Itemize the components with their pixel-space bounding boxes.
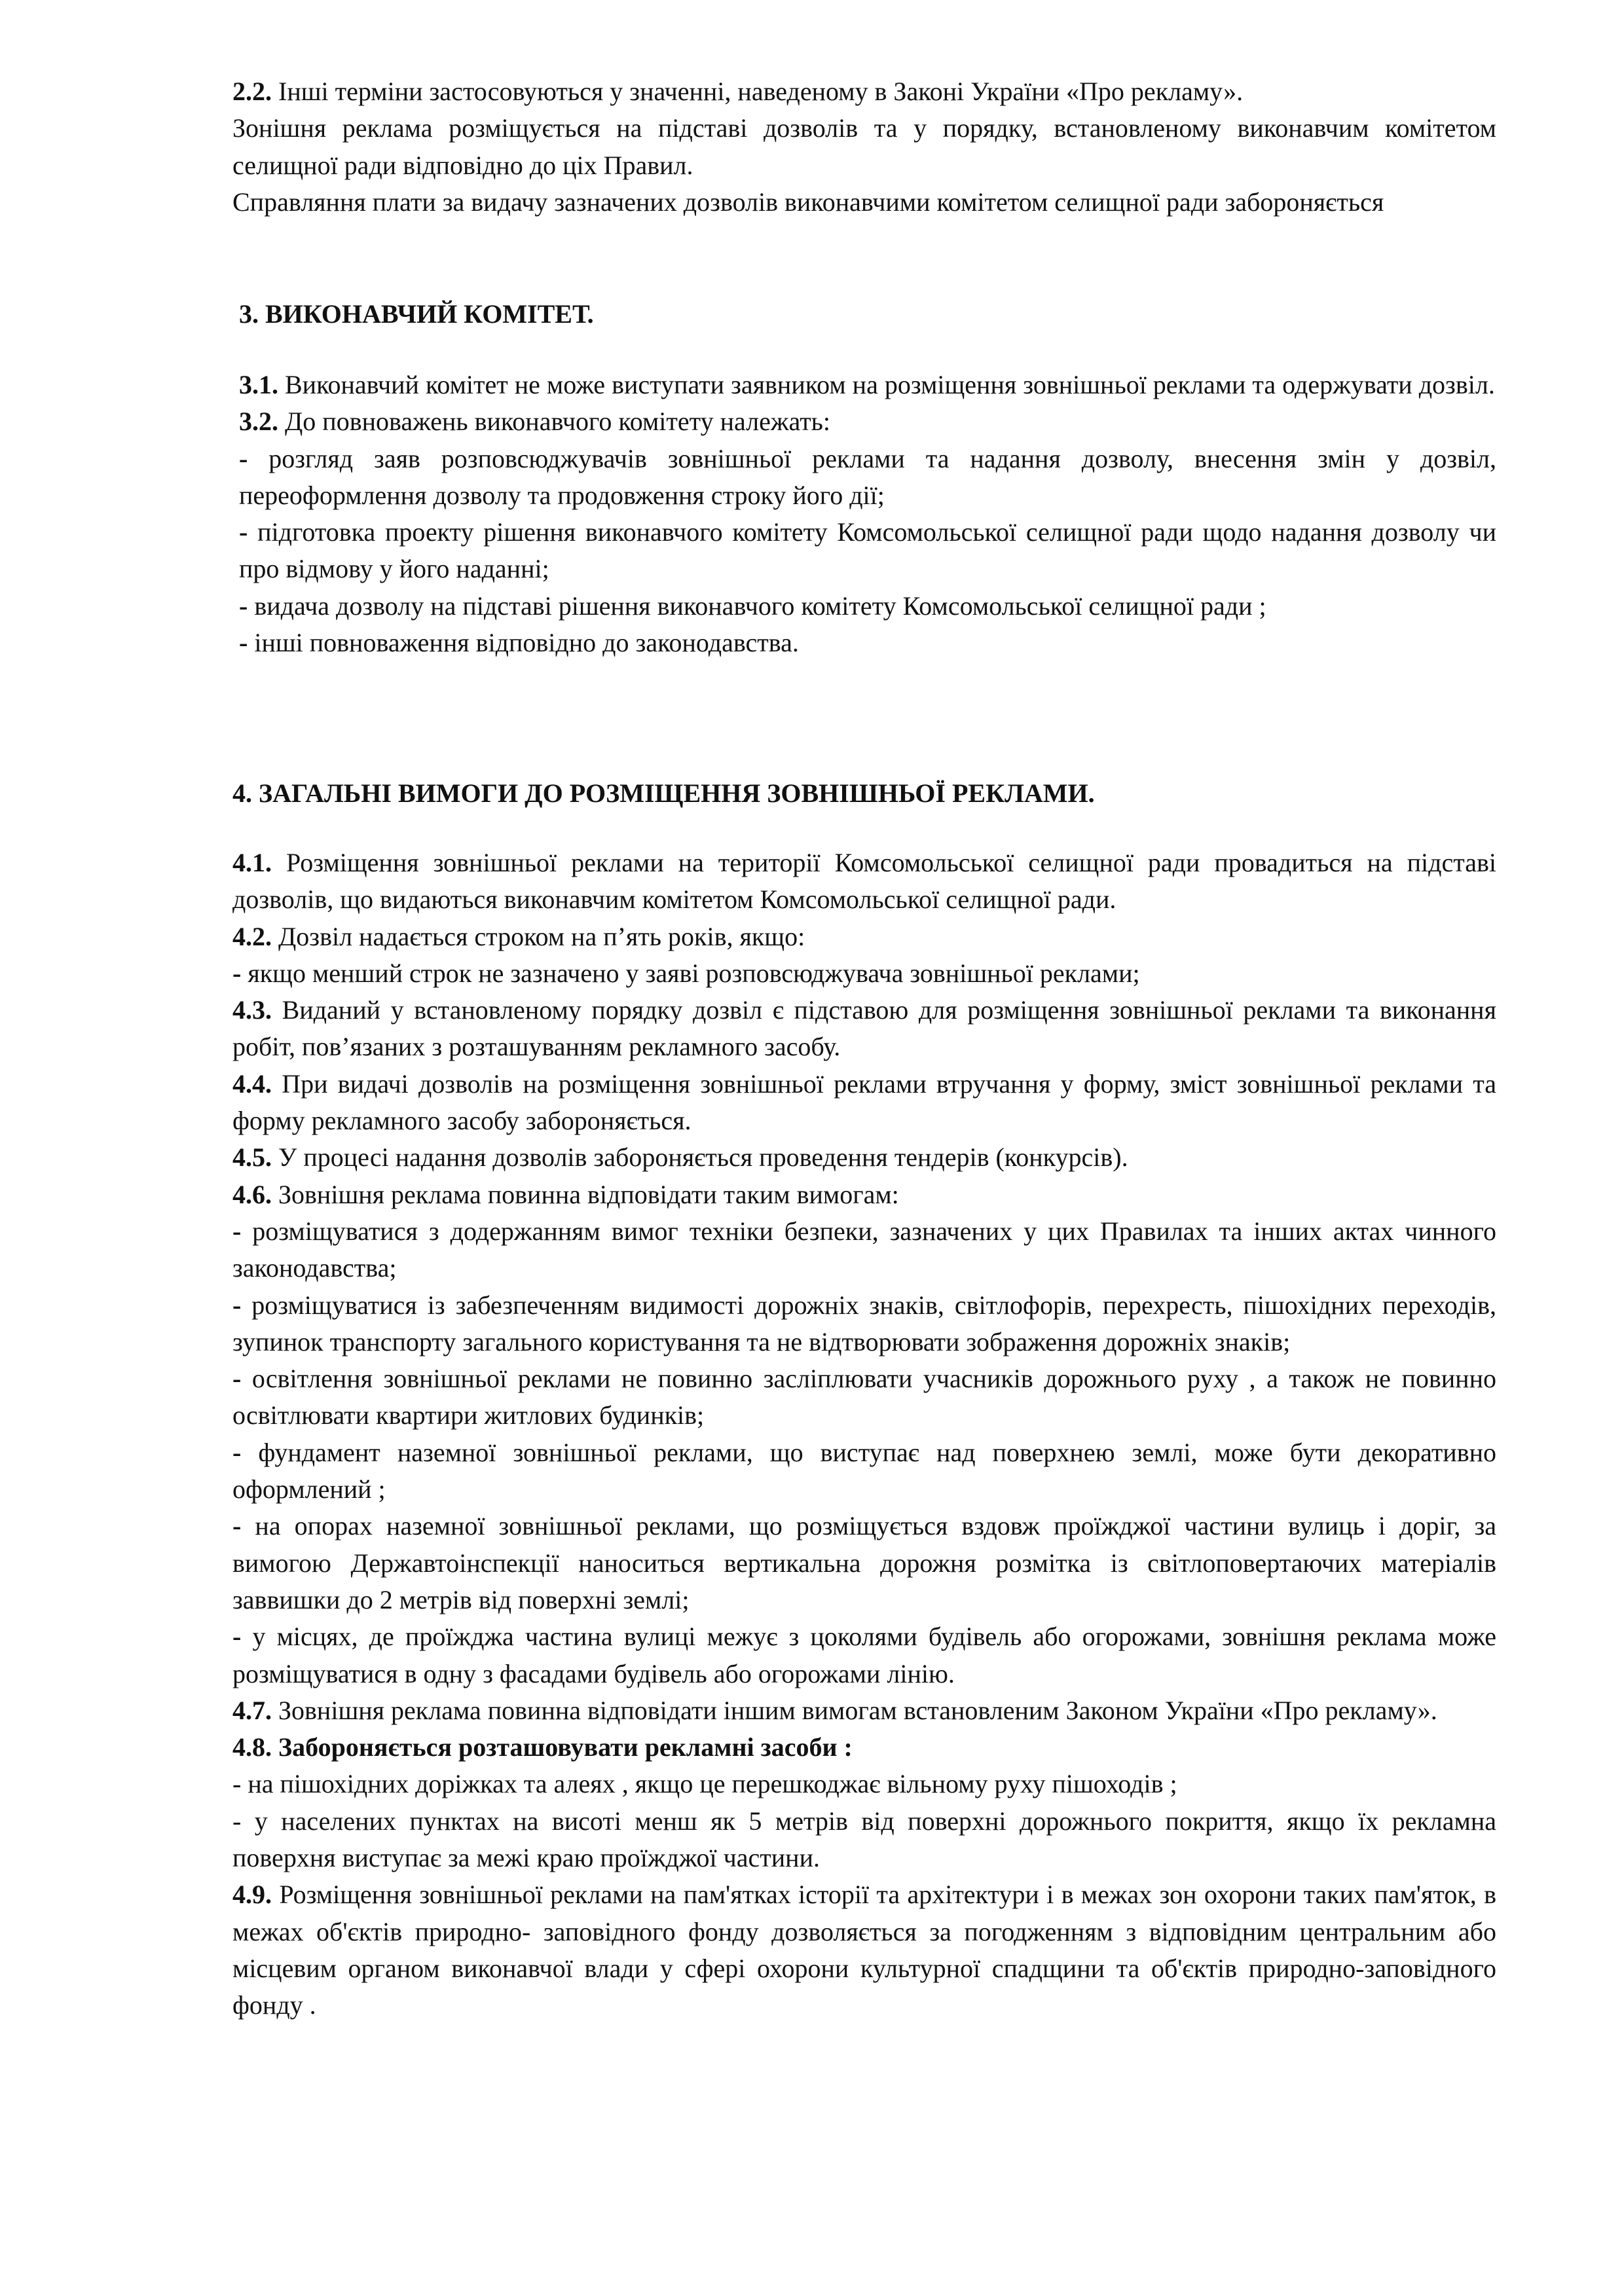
- dash-marker: -: [232, 1290, 242, 1320]
- paragraph-4-2: [232, 919, 1496, 955]
- clause-text: У процесі надання дозволів забороняється проведення тендерів (конкурсів).: [272, 1142, 1128, 1173]
- dash-marker: -: [239, 517, 248, 547]
- paragraph-4-6: [232, 1176, 1496, 1213]
- section-3: [239, 367, 1496, 661]
- paragraph-4-3: [232, 992, 1496, 1066]
- list-item: [232, 1213, 1496, 1287]
- list-item-text: фундамент наземної зовнішньої реклами, що виступає над поверхнею землі, може бути декоративно оформлений ;: [232, 1437, 1496, 1504]
- list-item: - на пішохідних доріжках та алеях , якщо це перешкоджає вільному руху пішоходів ;: [232, 1769, 1177, 1799]
- list-item-text: розміщуватися з додержанням вимог техніки безпеки, зазначених у цих Правилах та інших актах чинного законодавства;: [232, 1216, 1496, 1283]
- paragraph-3-1: [239, 367, 1496, 403]
- list-item-text: видача дозволу на підставі рішення виконавчого комітету Комсомольської селищної ради ;: [248, 591, 1266, 621]
- list-item: [239, 441, 1496, 515]
- dash-marker: -: [232, 1364, 242, 1394]
- dash-marker: -: [232, 958, 242, 988]
- clause-text: До повноважень виконавчого комітету належать:: [278, 407, 831, 437]
- paragraph-outdoor-ads: Зонішня реклама розміщується на підставі дозволів та у порядку, встановленому виконавчим комітетом селищної ради відповідно до ціх Правил.: [232, 113, 1496, 180]
- clause-number: 4.1.: [232, 848, 272, 877]
- paragraph-4-9: [232, 1876, 1496, 2024]
- list-item: [232, 1618, 1496, 1692]
- section-4: [232, 845, 1496, 2024]
- clause-number: 3.2.: [239, 407, 278, 437]
- clause-number: 4.9.: [232, 1880, 272, 1910]
- clause-text: Зовнішня реклама повинна відповідати таким вимогам:: [272, 1179, 899, 1209]
- clause-text: Дозвіл надається строком на п’ять років, якщо:: [272, 921, 805, 951]
- section-2: [232, 73, 1496, 221]
- paragraph-4-8: [232, 1729, 1496, 1766]
- list-item-text: у місцях, де проїжджа частина вулиці межує з цоколями будівель або огорожами, зовнішня реклама може розміщуватися в одну з фасадами будівель або огорожами лінію.: [232, 1622, 1496, 1688]
- clause-number: 4.3.: [232, 995, 272, 1025]
- section-3-heading-wrap: [239, 296, 1496, 333]
- dash-marker: -: [239, 443, 248, 473]
- clause-heading: 4.8. Забороняється розташовувати рекламні засоби :: [232, 1732, 853, 1762]
- list-item-text: розгляд заяв розповсюджувачів зовнішньої реклами та надання дозволу, внесення змін у дозвіл, переоформлення дозволу та продовження строку його дії;: [239, 443, 1496, 510]
- dash-marker: -: [232, 1511, 242, 1541]
- list-item: [232, 1508, 1496, 1618]
- list-item: [232, 1434, 1496, 1508]
- paragraph-3-2: [239, 403, 1496, 440]
- dash-marker: -: [232, 1622, 242, 1652]
- list-item: [232, 1287, 1496, 1361]
- clause-text: Зовнішня реклама повинна відповідати іншим вимогам встановленим Законом України «Про рекламу».: [272, 1695, 1437, 1725]
- clause-number: 4.5.: [232, 1142, 272, 1173]
- list-item: - у населених пунктах на висоті менш як 5 метрів від поверхні дорожнього покриття, якщо їх рекламна поверхня виступає за межі краю проїжджої частини.: [232, 1806, 1496, 1873]
- clause-text: Розміщення зовнішньої реклами на території Комсомольської селищної ради провадиться на підставі дозволів, що видаються виконавчим комітетом Комсомольської селищної ради.: [232, 848, 1496, 915]
- paragraph-4-5: [232, 1139, 1496, 1176]
- clause-text: Розміщення зовнішньої реклами на пам'ятках історії та архітектури і в межах зон охорони таких пам'яток, в межах об'єктів природно- заповідного фонду дозволяється за погодженням з відповідним центральним або місцевим органом виконавчої влади у сфері охорони культурної спадщини та об'єктів природно-заповідного фонду .: [232, 1880, 1496, 2020]
- list-item: [239, 588, 1496, 625]
- section-3-heading: 3. ВИКОНАВЧИЙ КОМІТЕТ.: [239, 299, 594, 329]
- paragraph-2-2: [232, 73, 1496, 110]
- clause-number: 2.2.: [232, 77, 272, 106]
- dash-marker: -: [239, 591, 248, 621]
- list-item-text: освітлення зовнішньої реклами не повинно засліплювати учасників дорожнього руху , а також не повинно освітлювати квартири житлових будинків;: [232, 1364, 1496, 1430]
- paragraph-4-4: [232, 1066, 1496, 1140]
- clause-number: 4.2.: [232, 921, 272, 951]
- section-4-heading: 4. ЗАГАЛЬНІ ВИМОГИ ДО РОЗМІЩЕННЯ ЗОВНІШНЬОЇ РЕКЛАМИ.: [232, 778, 1095, 808]
- clause-number: 4.4.: [232, 1068, 272, 1099]
- clause-number: 3.1.: [239, 370, 278, 399]
- list-item-text: на опорах наземної зовнішньої реклами, що розміщується вздовж проїжджої частини вулиць і доріг, за вимогою Державтоінспекції наноситься вертикальна дорожня розмітка із світлоповертаючих матеріалів заввишки до 2 метрів від поверхні землі;: [232, 1511, 1496, 1614]
- dash-marker: -: [232, 1437, 242, 1467]
- list-item: [239, 625, 1496, 661]
- list-item: [232, 1360, 1496, 1434]
- paragraph-fee-prohibition: Справляння плати за видачу зазначених дозволів виконавчими комітетом селищної ради забороняється: [232, 187, 1384, 217]
- clause-text: Інші терміни застосовуються у значенні, наведеному в Законі України «Про рекламу».: [272, 77, 1244, 106]
- clause-text: Виданий у встановленому порядку дозвіл є підставою для розміщення зовнішньої реклами та виконання робіт, пов’язаних з розташуванням рекламного засобу.: [232, 995, 1496, 1062]
- clause-number: 4.6.: [232, 1179, 272, 1209]
- list-item: [232, 955, 1496, 992]
- list-item-text: розміщуватися із забезпеченням видимості дорожніх знаків, світлофорів, перехресть, пішохідних переходів, зупинок транспорту загального користування та не відтворювати зображення дорожніх знаків;: [232, 1290, 1496, 1357]
- list-item: [239, 514, 1496, 588]
- clause-text: При видачі дозволів на розміщення зовнішньої реклами втручання у форму, зміст зовнішньої реклами та форму рекламного засобу забороняється.: [232, 1068, 1496, 1136]
- dash-marker: -: [239, 628, 248, 658]
- clause-text: Виконавчий комітет не може виступати заявником на розміщення зовнішньої реклами та одержувати дозвіл.: [278, 370, 1495, 399]
- clause-number: 4.7.: [232, 1695, 272, 1725]
- list-item-text: підготовка проекту рішення виконавчого комітету Комсомольської селищної ради щодо надання дозволу чи про відмову у його наданні;: [239, 517, 1496, 584]
- paragraph-4-1: [232, 845, 1496, 919]
- paragraph-4-7: [232, 1692, 1496, 1729]
- dash-marker: -: [232, 1216, 242, 1246]
- list-item-text: інші повноваження відповідно до законодавства.: [248, 628, 799, 658]
- section-4-heading-wrap: [232, 775, 1496, 812]
- list-item-text: якщо менший строк не зазначено у заяві розповсюджувача зовнішньої реклами;: [241, 958, 1140, 988]
